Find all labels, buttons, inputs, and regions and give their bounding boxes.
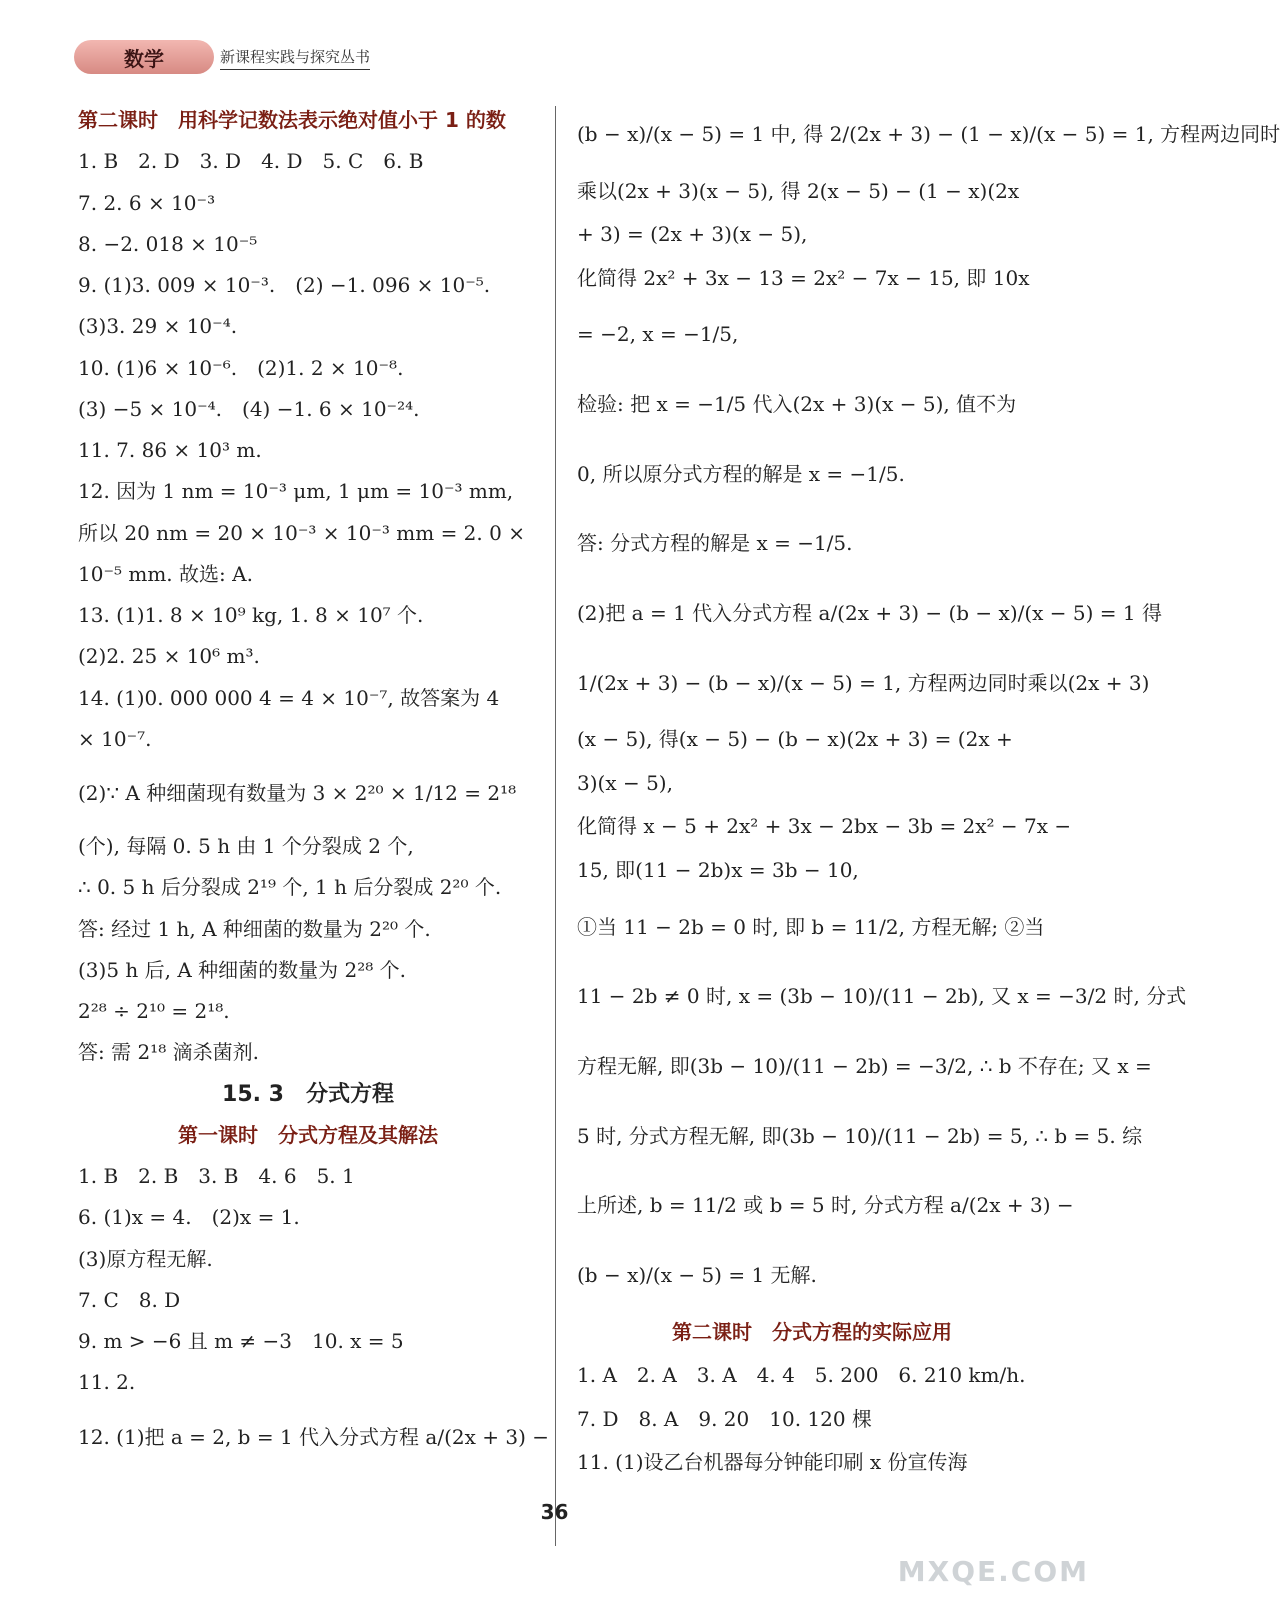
answer-line: 12. 因为 1 nm = 10⁻³ μm, 1 μm = 10⁻³ mm,	[78, 479, 514, 504]
answer-line: (3)5 h 后, A 种细菌的数量为 2²⁸ 个.	[78, 957, 406, 982]
answer-line: (2)把 a = 1 代入分式方程 a/(2x + 3) − (b − x)/(x − 5) = 1 得	[577, 601, 1162, 625]
answer-line: (b − x)/(x − 5) = 1 中, 得 2/(2x + 3) − (1 − x)/(x − 5) = 1, 方程两边同时	[577, 122, 1280, 146]
answer-line: 3)(x − 5),	[577, 770, 673, 795]
answer-line: ∴ 0. 5 h 后分裂成 2¹⁹ 个, 1 h 后分裂成 2²⁰ 个.	[78, 875, 502, 900]
answer-line: 12. (1)把 a = 2, b = 1 代入分式方程 a/(2x + 3) −	[78, 1424, 549, 1449]
answer-line: = −2, x = −1/5,	[577, 322, 739, 347]
answer-line: 答: 需 2¹⁸ 滴杀菌剂.	[78, 1040, 259, 1065]
answer-line: (3) −5 × 10⁻⁴. (4) −1. 6 × 10⁻²⁴.	[78, 396, 420, 421]
lesson-heading: 第一课时 分式方程及其解法	[178, 1122, 438, 1147]
answer-line: 答: 分式方程的解是 x = −1/5.	[577, 531, 853, 556]
answer-line: 9. m > −6 且 m ≠ −3 10. x = 5	[78, 1329, 404, 1354]
subject-badge: 数学	[74, 40, 214, 74]
answer-line: 化简得 2x² + 3x − 13 = 2x² − 7x − 15, 即 10x	[577, 265, 1030, 290]
answer-line: 5 时, 分式方程无解, 即(3b − 10)/(11 − 2b) = 5, ∴ b = 5. 综	[577, 1123, 1143, 1148]
answer-line: 14. (1)0. 000 000 4 = 4 × 10⁻⁷, 故答案为 4	[78, 685, 500, 710]
answer-line: 7. 2. 6 × 10⁻³	[78, 190, 216, 215]
watermark: MXQE.COM	[897, 1555, 1089, 1588]
page-header	[74, 36, 404, 76]
answer-line: (2)2. 25 × 10⁶ m³.	[78, 644, 260, 669]
column-divider	[555, 106, 556, 1546]
answer-line: (3)3. 29 × 10⁻⁴.	[78, 314, 238, 339]
answer-line: 答: 经过 1 h, A 种细菌的数量为 2²⁰ 个.	[78, 916, 431, 941]
answer-line: × 10⁻⁷.	[78, 726, 152, 751]
answer-line: (b − x)/(x − 5) = 1 无解.	[577, 1262, 817, 1287]
answer-line: 1. B 2. B 3. B 4. 6 5. 1	[78, 1164, 355, 1189]
answer-line: 0, 所以原分式方程的解是 x = −1/5.	[577, 461, 905, 486]
right-column	[577, 100, 1280, 1485]
lesson-heading: 第二课时 用科学记数法表示绝对值小于 1 的数	[78, 108, 506, 132]
series-title: 新课程实践与探究丛书	[220, 46, 370, 70]
answer-line: (x − 5), 得(x − 5) − (b − x)(2x + 3) = (2x +	[577, 727, 1013, 752]
answer-line: 6. (1)x = 4. (2)x = 1.	[78, 1205, 300, 1230]
answer-line: 10. (1)6 × 10⁻⁶. (2)1. 2 × 10⁻⁸.	[78, 355, 404, 380]
section-heading: 15. 3 分式方程	[222, 1081, 394, 1107]
answer-line: (3)原方程无解.	[78, 1246, 213, 1271]
answer-line: 检验: 把 x = −1/5 代入(2x + 3)(x − 5), 值不为	[577, 391, 1017, 416]
answer-line: 8. −2. 018 × 10⁻⁵	[78, 231, 258, 256]
answer-line: 化简得 x − 5 + 2x² + 3x − 2bx − 3b = 2x² − 7x −	[577, 814, 1072, 839]
answer-line: 9. (1)3. 009 × 10⁻³. (2) −1. 096 × 10⁻⁵.	[78, 273, 491, 297]
answer-line: 10⁻⁵ mm. 故选: A.	[78, 561, 253, 586]
answer-line: 1. B 2. D 3. D 4. D 5. C 6. B	[78, 149, 424, 174]
answer-line: 11. 2.	[78, 1370, 136, 1395]
answer-line: 1. A 2. A 3. A 4. 4 5. 200 6. 210 km/h.	[577, 1363, 1026, 1388]
answer-line: 11. (1)设乙台机器每分钟能印刷 x 份宣传海	[577, 1450, 968, 1475]
answer-line: 上所述, b = 11/2 或 b = 5 时, 分式方程 a/(2x + 3) −	[577, 1193, 1074, 1218]
answer-line: 13. (1)1. 8 × 10⁹ kg, 1. 8 × 10⁷ 个.	[78, 603, 424, 627]
answer-line: 所以 20 nm = 20 × 10⁻³ × 10⁻³ mm = 2. 0 ×	[78, 520, 525, 545]
answer-line: 15, 即(11 − 2b)x = 3b − 10,	[577, 857, 859, 882]
page-number: 36	[540, 1500, 569, 1524]
answer-line: (2)∵ A 种细菌现有数量为 3 × 2²⁰ × 1/12 = 2¹⁸	[78, 781, 517, 805]
answer-line: 11. 7. 86 × 10³ m.	[78, 438, 262, 462]
answer-line: 2²⁸ ÷ 2¹⁰ = 2¹⁸.	[78, 999, 230, 1024]
answer-line: 7. C 8. D	[78, 1287, 181, 1312]
answer-line: 方程无解, 即(3b − 10)/(11 − 2b) = −3/2, ∴ b 不存在; 又 x =	[577, 1053, 1152, 1078]
answer-line: 11 − 2b ≠ 0 时, x = (3b − 10)/(11 − 2b), 又 x = −3/2 时, 分式	[577, 984, 1187, 1009]
answer-line: 乘以(2x + 3)(x − 5), 得 2(x − 5) − (1 − x)(2x	[577, 178, 1020, 203]
lesson-heading: 第二课时 分式方程的实际应用	[672, 1319, 952, 1344]
answer-line: 7. D 8. A 9. 20 10. 120 棵	[577, 1406, 872, 1431]
answer-line: ①当 11 − 2b = 0 时, 即 b = 11/2, 方程无解; ②当	[577, 914, 1045, 939]
answer-line: + 3) = (2x + 3)(x − 5),	[577, 222, 808, 247]
answer-line: (个), 每隔 0. 5 h 由 1 个分裂成 2 个,	[78, 834, 414, 859]
answer-line: 1/(2x + 3) − (b − x)/(x − 5) = 1, 方程两边同时乘以(2x + 3)	[577, 670, 1150, 695]
left-column	[78, 100, 549, 1470]
